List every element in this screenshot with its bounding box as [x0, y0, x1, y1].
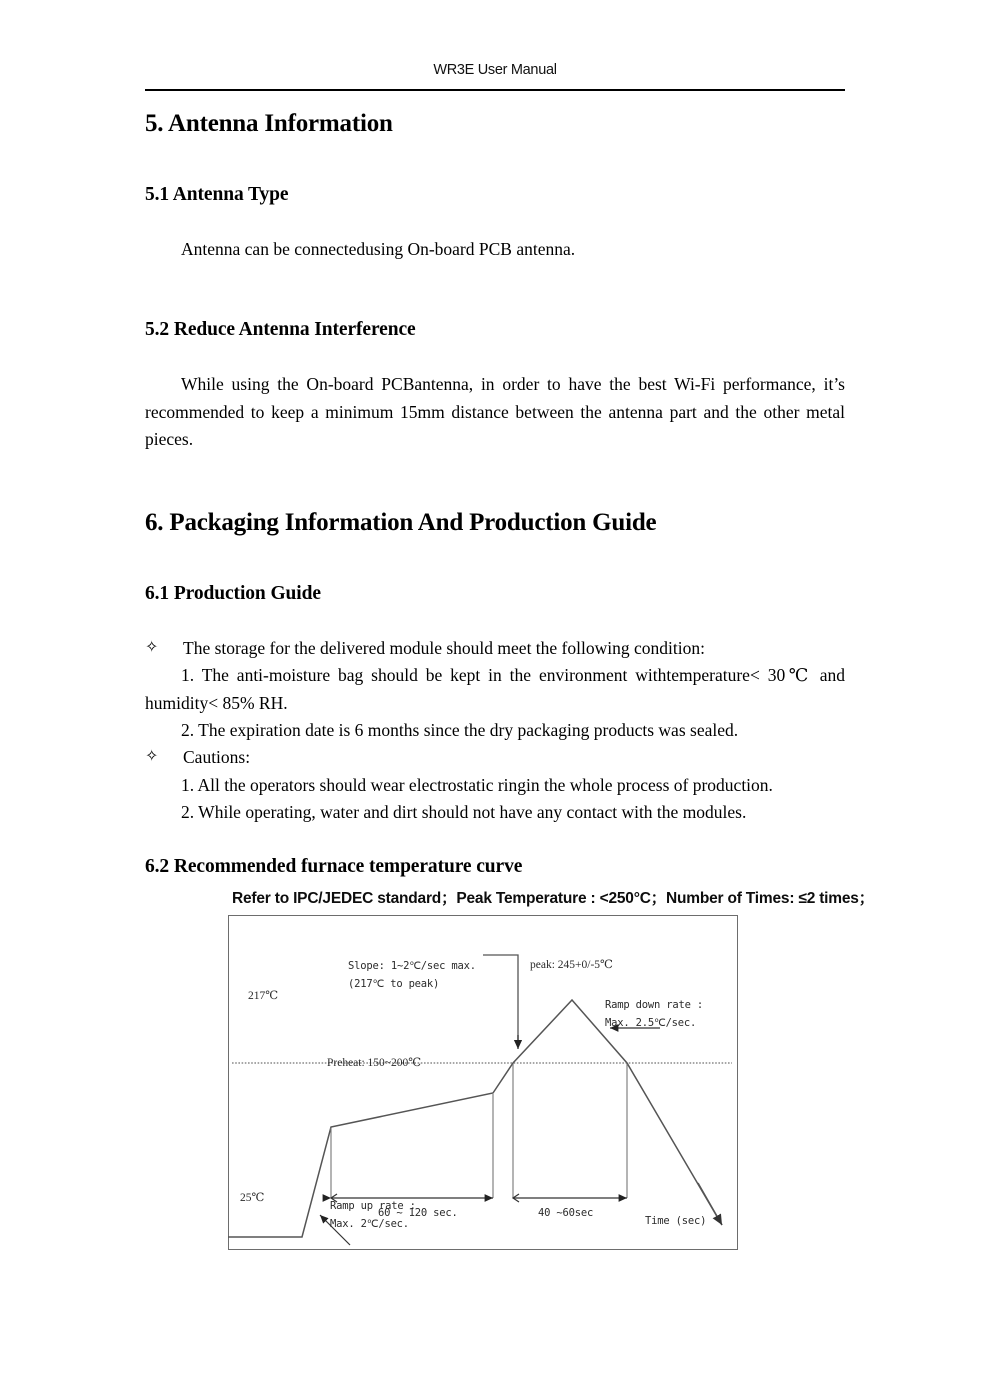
diamond-bullet-icon: ✧	[145, 639, 159, 657]
item-2-2: 2. While operating, water and dirt should not have any contact with the modules.	[181, 801, 747, 822]
item-1-1: 1. The anti-moisture bag should be kept in the environment withtemperature< 30℃ and humidity< 85% RH.	[145, 665, 845, 713]
item-1-2: 2. The expiration date is 6 months since the dry packaging products was sealed.	[181, 720, 739, 741]
document-body	[145, 110, 845, 941]
label-temp-217: 217℃	[248, 990, 279, 1002]
label-ramp-up-line2: Max. 2℃/sec.	[330, 1218, 409, 1230]
slope-callout-leader	[483, 955, 518, 1040]
label-ramp-down-line1: Ramp down rate :	[605, 999, 703, 1011]
paragraph-5-2: While using the On-board PCBantenna, in order to have the best Wi-Fi performance, it’s recommended to keep a minimum 15mm distance between the antenna part and the other metal pieces.	[145, 374, 845, 449]
heading-section-6: 6. Packaging Information And Production Guide	[145, 509, 657, 537]
heading-section-5: 5. Antenna Information	[145, 110, 393, 137]
heading-section-5-1: 5.1 Antenna Type	[145, 184, 289, 205]
label-peak: peak: 245+0/-5℃	[530, 959, 613, 971]
list-item	[145, 635, 845, 662]
temperature-profile-line	[228, 1000, 722, 1237]
figure-standard-note: Refer to IPC/JEDEC standard；Peak Temperature : <250°C；Number of Times: ≤2 times；	[232, 890, 875, 907]
label-soak-time: 60 ~ 120 sec.	[378, 1207, 458, 1219]
label-ramp-down-line2: Max. 2.5℃/sec.	[605, 1017, 697, 1029]
reflow-curve-graphic	[228, 915, 736, 1248]
page-header-title: WR3E User Manual	[433, 62, 557, 78]
label-ramp-up-line1: Ramp up rate :	[330, 1200, 416, 1212]
bullet-2-text: Cautions:	[183, 747, 251, 768]
label-preheat: Preheat: 150~200℃	[327, 1057, 422, 1069]
reflow-profile-figure	[0, 870, 990, 1270]
paragraph-5-1: Antenna can be connectedusing On-board PCB antenna.	[181, 239, 576, 259]
item-2-1: 1. All the operators should wear electrostatic ringin the whole process of production.	[181, 774, 773, 795]
label-reflow-time: 40 ~60sec	[538, 1207, 594, 1219]
heading-section-6-1: 6.1 Production Guide	[145, 583, 321, 605]
bullet-1-text: The storage for the delivered module should meet the following condition:	[183, 638, 705, 659]
label-slope-line2: (217℃ to peak)	[348, 978, 440, 990]
heading-section-5-2: 5.2 Reduce Antenna Interference	[145, 319, 416, 341]
label-slope-line1: Slope: 1~2℃/sec max.	[348, 960, 476, 972]
label-temp-25: 25℃	[240, 1192, 265, 1204]
label-axis-time: Time (sec)	[645, 1215, 707, 1227]
heading-section-6-2: 6.2 Recommended furnace temperature curve	[145, 856, 523, 878]
header-divider	[145, 89, 845, 91]
list-item	[145, 744, 845, 771]
diamond-bullet-icon: ✧	[145, 748, 159, 766]
